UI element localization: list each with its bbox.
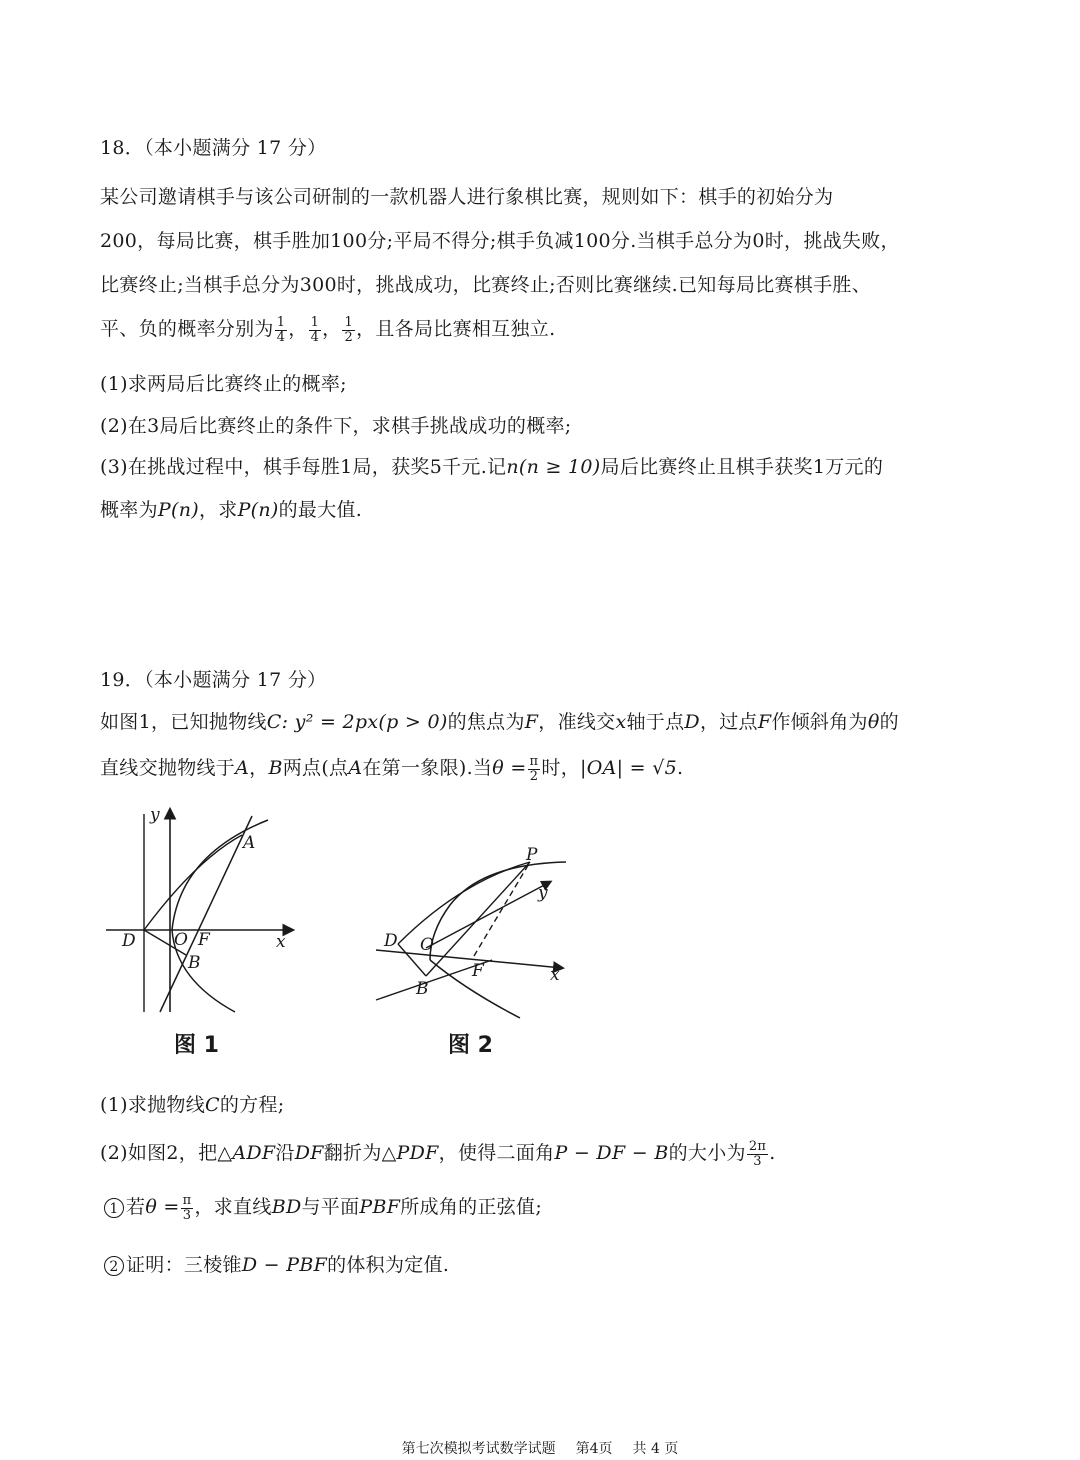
- q18-line-1: 某公司邀请棋手与该公司研制的一款机器人进行象棋比赛，规则如下：棋手的初始分为: [100, 186, 834, 208]
- fraction-win: $\frac{1}{4}$: [276, 314, 286, 345]
- q19-subpart-1: 1 若θ = $\frac{\pi}{3}$ ，求直线BD与平面PBF所成角的正弦值;: [104, 1192, 542, 1223]
- q18-part-2: (2)在3局后比赛终止的条件下，求棋手挑战成功的概率;: [100, 415, 572, 437]
- fig1-label-y: y: [150, 805, 160, 825]
- q18-part-3-cont: 概率为P(n)，求P(n)的最大值.: [100, 499, 363, 521]
- fig1-line-ab: [160, 816, 252, 1012]
- fraction-lose: $\frac{1}{2}$: [344, 314, 354, 345]
- circled-number-2: 2: [104, 1256, 124, 1276]
- fig2-label-y: y: [538, 883, 548, 903]
- fig1-label-a: A: [243, 833, 256, 853]
- fraction-draw: $\frac{1}{4}$: [310, 314, 320, 345]
- q18-part-1: (1)求两局后比赛终止的概率;: [100, 373, 347, 395]
- figure-1: [100, 800, 300, 1030]
- q19-line-1: 如图1，已知抛物线C: y² = 2px(p > 0)的焦点为F，准线交x轴于点D，过点F作倾斜角为θ的: [100, 711, 899, 733]
- q18-line-3: 比赛终止;当棋手总分为300时，挑战成功，比赛终止;否则比赛继续.已知每局比赛棋手胜、: [100, 274, 872, 296]
- q18-line-4: 平、负的概率分别为 $\frac{1}{4}$ ， $\frac{1}{4}$ ， $\frac{1}{2}$ ，且各局比赛相互独立.: [100, 314, 556, 345]
- fig2-label-p: P: [526, 845, 538, 865]
- fig2-x-axis: [376, 950, 562, 968]
- fig2-label-b: B: [416, 979, 429, 999]
- q18-line-2: 200，每局比赛，棋手胜加100分;平局不得分;棋手负减100分.当棋手总分为0时，挑战失败，: [100, 230, 900, 252]
- fig1-label-x: x: [276, 932, 286, 952]
- q19-subpart-2: 2 证明：三棱锥D − PBF的体积为定值.: [104, 1250, 449, 1277]
- fig2-parabola-upper: [430, 862, 566, 960]
- figure-1-caption: 图 1: [174, 1033, 219, 1058]
- footer-page: 第4页: [575, 1441, 613, 1457]
- fig2-label-d: D: [384, 931, 398, 951]
- q19-line-2: 直线交抛物线于A，B两点(点A在第一象限).当θ = $\frac{\pi}{2}$ 时，|OA| = √5.: [100, 753, 684, 784]
- figure-2-caption: 图 2: [448, 1033, 493, 1058]
- fraction-pi-over-3: $\frac{\pi}{3}$: [182, 1192, 192, 1223]
- q19-header: 19．（本小题满分 17 分）: [100, 669, 327, 691]
- q18-line-4-post: ，且各局比赛相互独立.: [356, 318, 556, 340]
- fig1-line-da: [144, 835, 242, 930]
- fig1-label-f: F: [198, 930, 210, 950]
- q18-part-3: (3)在挑战过程中，棋手每胜1局，获奖5千元.记n(n ≥ 10)局后比赛终止且棋手获奖1万元的: [100, 456, 884, 478]
- fig2-label-f: F: [472, 961, 484, 981]
- page-footer: [0, 1438, 1080, 1458]
- q18-header: 18．（本小题满分 17 分）: [100, 137, 327, 159]
- figure-2: [370, 840, 580, 1030]
- q19-part-1: (1)求抛物线C的方程;: [100, 1094, 285, 1116]
- footer-total: 共 4 页: [632, 1441, 679, 1457]
- fig1-label-o: O: [174, 930, 188, 950]
- fig2-label-o: O: [420, 935, 434, 955]
- circled-number-1: 1: [104, 1198, 124, 1218]
- fraction-pi-over-2: $\frac{\pi}{2}$: [529, 753, 539, 784]
- fig2-line-fp: [474, 862, 530, 956]
- footer-title: 第七次模拟考试数学试题: [401, 1441, 556, 1457]
- fig2-y-axis: [426, 882, 550, 948]
- fig2-label-x: x: [550, 965, 560, 985]
- fraction-2pi-over-3: $\frac{2\pi}{3}$: [748, 1138, 767, 1169]
- fig1-label-d: D: [122, 931, 136, 951]
- q18-line-4-pre: 平、负的概率分别为: [100, 318, 274, 340]
- q19-part-2: (2)如图2，把△ADF沿DF翻折为△PDF，使得二面角P − DF − B的大小为 $\frac{2\pi}{3}$ .: [100, 1138, 776, 1169]
- fig1-label-b: B: [188, 953, 201, 973]
